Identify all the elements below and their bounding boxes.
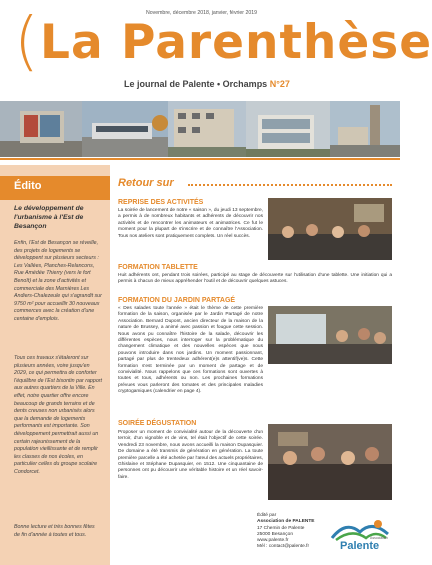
palente-logo [326, 514, 394, 556]
photo-church-street [330, 101, 400, 157]
section-text-activites: La soirée de lancement de notre « saison », du jeudi 13 septembre, a permis à de nombreux habitants et adhérents de découvrir nos activités et de rencontrer les animateurs et animatrices. Ce fut le moment pour la plupart de s'inscrire et de connaître l'Association. Tous nos ateliers sont pratiquement complets. Un réel succès. [118, 208, 263, 239]
address-line-2: 25000 Besançon [257, 531, 294, 537]
photo-tram-street [82, 101, 168, 157]
strip-divider [0, 158, 400, 160]
photo-strip [0, 101, 400, 157]
logo-text: Palente [340, 540, 380, 552]
photo-apartments [168, 101, 246, 157]
subtitle-text: Le journal de Palente • Orchamps [124, 79, 268, 89]
org-name: Association de PALENTE [257, 519, 315, 525]
issue-dates: Novembre, décembre 2018, janvier, février 2019 [146, 10, 258, 16]
photo-jardin [268, 306, 392, 364]
section-text-jardin: « Des salades toute l'année » était le thème de cette première formation de la saison, organisée par le Jardin Partagé de notre Association. Bernard Dupont, ancien directeur de la maison de la nature de Brussey, a animé avec passion et fougue cette session. Nous avons pu connaître l'histoire de la salade, découvrir les différentes espèces, nous interroger sur la problématique du changement climatique et des nouvelles espèces que nous pouvons introduire dans nos jardins. Un moment passionnant, partagé par plus de trentedeux adhérent(e)s attentif(ve)s. Cette formation s'est terminée par un moment de partage et de convivialité. Nous rappelons que ces formations sont ouvertes à toutes et tous, adhérents ou non. Les prochaines formations prévues vous parleront des tomates et des principales maladies cryptogamiques (calendrier en page 4). [118, 306, 263, 395]
website-link[interactable]: www.palente.fr [257, 538, 289, 544]
section-title-tablette: FORMATION TABLETTE [118, 264, 198, 271]
edito-heading: Édito [14, 180, 42, 192]
section-text-degustation: Proposer un moment de convivialité autour de la découverte d'un terroir, d'un vignoble et de vins, tel était l'objectif de cette soirée. Vendredi 23 novembre, nous avons accueilli la maison Dupasquier. De domaine a été transmis de génération en génération. La toute première parcelle a été achetée par l'aïeul des actuels propriétaires, Ghislaine et Stéphane Dupasquier, en 1512. Une cinquantaine de personnes ont pu découvrir une véritable histoire et un réel savoir-faire. [118, 430, 263, 480]
email-link[interactable]: Mél : contact@palente.fr [257, 544, 310, 550]
retour-heading: Retour sur [118, 177, 174, 189]
page-title: La Parenthèse [40, 15, 432, 70]
issue-number: N°27 [269, 79, 290, 89]
edito-headline: Le développement de l'urbanisme à l'Est de Besançon [14, 205, 84, 230]
address-line-1: 17 Chemin de Palente [257, 525, 305, 531]
title-bracket: ( [14, 5, 39, 79]
edito-paragraph-3: Bonne lecture et très bonnes fêtes de fin d'année à toutes et tous. [14, 524, 95, 538]
photo-building-mural [0, 101, 82, 157]
photo-activites [268, 198, 392, 260]
section-title-jardin: FORMATION DU JARDIN PARTAGÉ [118, 297, 236, 304]
section-title-activites: REPRISE DES ACTIVITÉS [118, 199, 204, 206]
photo-degustation [268, 424, 392, 500]
publisher-info [257, 513, 314, 551]
edito-paragraph-1: Enfin, l'Est de Besançon se réveille, des projets de logements se développent sur plusieurs secteurs : Les Vallées, Planches-Relancons, Rue Amédée Thierry (vers le fort Benoît) et la zone d'activités et commerciale des Marnières Les Andiers-Chalezeule qui s'agrandit sur 9750 m² pour accueillir 30 nouveaux commerces avec la création d'une centaine d'emplois. [14, 240, 102, 322]
edited-by: Édité par [257, 513, 277, 518]
section-text-tablette: Huit adhérents ont, pendant trois soirées, participé au stage de découverte sur l'utilisation d'une tablette. Une initiation qui a permis à chacun de mieux appréhender l'outil et de découvrir quelques astuces. [118, 273, 392, 285]
section-title-degustation: SOIRÉE DÉGUSTATION [118, 420, 197, 427]
logo-tagline: Association [370, 536, 388, 540]
retour-dotted-rule [188, 184, 392, 186]
edito-paragraph-2: Tous ces travaux s'étaleront sur plusieurs années, voire jusqu'en 2029, ce qui permettra de conforter l'équilibre de l'Est bisontin par rapport aux autres quartiers de la Ville. En effet, notre quartier offre encore beaucoup de grands terrains et de dents creuses non urbanisés alors que la demande de logements performants est importante. Son développement permettrait aussi un certain rajeunissement de la population vieillissante et de remplir les classes de nos écoles, en particulier celles du groupe scolaire Condorcet. [14, 355, 102, 475]
photo-modern-building [246, 101, 330, 157]
subtitle [124, 79, 290, 89]
